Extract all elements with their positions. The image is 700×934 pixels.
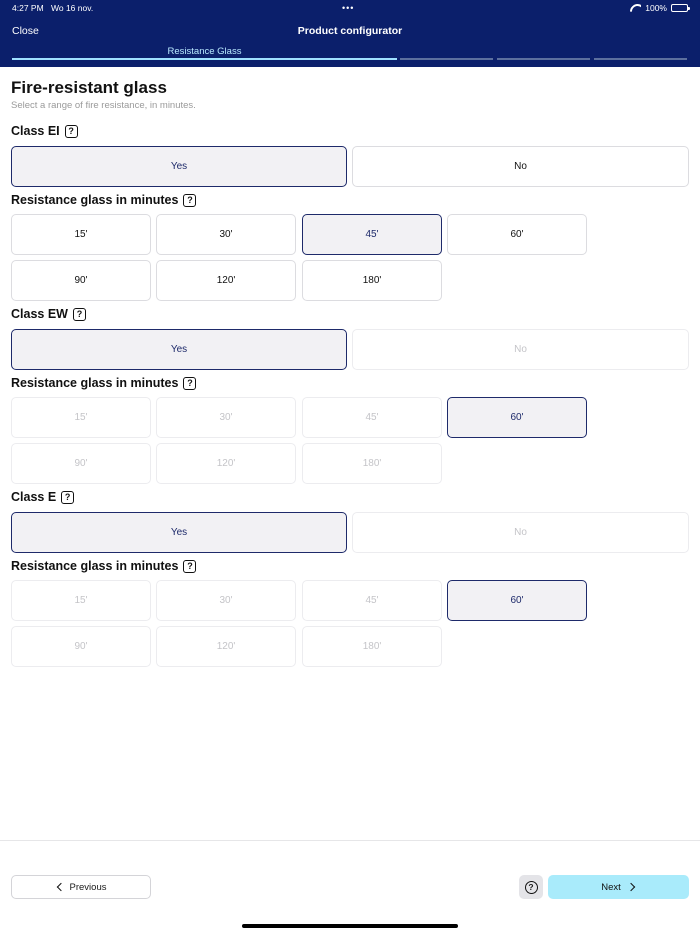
minutes-heading-label: Resistance glass in minutes [11, 559, 179, 573]
minutes-option[interactable]: 60' [447, 214, 587, 255]
status-bar [0, 3, 700, 15]
minutes-option: 30' [156, 580, 296, 621]
class-heading [11, 307, 86, 321]
help-icon[interactable]: ? [183, 560, 196, 573]
question-circle-icon: ? [525, 881, 538, 894]
minutes-option: 15' [11, 397, 151, 438]
option-yes[interactable]: Yes [11, 146, 347, 187]
help-icon[interactable]: ? [65, 125, 78, 138]
minutes-option: 45' [302, 580, 442, 621]
class-heading-label: Class EI [11, 124, 60, 138]
option-no: No [352, 512, 689, 553]
chevron-right-icon [627, 883, 635, 891]
option-no: No [352, 329, 689, 370]
minutes-option: 120' [156, 443, 296, 484]
help-icon[interactable]: ? [61, 491, 74, 504]
minutes-option[interactable]: 60' [447, 397, 587, 438]
minutes-option: 90' [11, 626, 151, 667]
page-header [11, 78, 689, 112]
minutes-option[interactable]: 90' [11, 260, 151, 301]
wifi-icon [630, 4, 641, 12]
minutes-option: 120' [156, 626, 296, 667]
minutes-option[interactable]: 30' [156, 214, 296, 255]
current-step-label: Resistance Glass [167, 46, 242, 57]
minutes-option: 90' [11, 443, 151, 484]
minutes-option: 180' [302, 443, 442, 484]
page-title: Fire-resistant glass [11, 78, 167, 97]
help-button[interactable] [519, 875, 543, 899]
minutes-option[interactable]: 180' [302, 260, 442, 301]
option-yes[interactable]: Yes [11, 329, 347, 370]
progress-step-4 [594, 58, 687, 60]
help-icon[interactable]: ? [183, 194, 196, 207]
battery-icon [671, 4, 688, 12]
option-no[interactable]: No [352, 146, 689, 187]
battery-percent: 100% [645, 3, 667, 13]
minutes-option: 30' [156, 397, 296, 438]
multitasking-dots[interactable]: ••• [342, 3, 355, 13]
minutes-option[interactable]: 60' [447, 580, 587, 621]
minutes-heading [11, 193, 196, 207]
page-subtitle: Select a range of fire resistance, in minutes. [11, 100, 196, 111]
minutes-heading [11, 559, 196, 573]
minutes-option: 45' [302, 397, 442, 438]
status-date: Wo 16 nov. [51, 3, 94, 13]
minutes-option[interactable]: 45' [302, 214, 442, 255]
progress-step-3 [497, 58, 590, 60]
minutes-option: 180' [302, 626, 442, 667]
minutes-option: 15' [11, 580, 151, 621]
page-title-bar: Product configurator [297, 25, 403, 37]
class-heading [11, 490, 74, 504]
footer-divider [0, 840, 700, 841]
minutes-heading [11, 376, 196, 390]
class-heading-label: Class E [11, 490, 57, 504]
previous-label: Previous [69, 881, 107, 893]
minutes-heading-label: Resistance glass in minutes [11, 376, 179, 390]
class-heading [11, 124, 78, 138]
help-icon[interactable]: ? [183, 377, 196, 390]
minutes-heading-label: Resistance glass in minutes [11, 193, 179, 207]
status-right [630, 3, 688, 13]
class-heading-label: Class EW [11, 307, 68, 321]
previous-button[interactable] [11, 875, 151, 899]
close-button[interactable]: Close [12, 25, 39, 37]
next-button[interactable] [548, 875, 689, 899]
progress-step-1 [12, 58, 397, 60]
home-indicator [242, 924, 458, 928]
navigation-bar [0, 0, 700, 67]
minutes-option[interactable]: 15' [11, 214, 151, 255]
chevron-left-icon [56, 883, 64, 891]
next-label: Next [601, 881, 621, 893]
minutes-option[interactable]: 120' [156, 260, 296, 301]
status-time: 4:27 PM [12, 3, 44, 13]
option-yes[interactable]: Yes [11, 512, 347, 553]
help-icon[interactable]: ? [73, 308, 86, 321]
progress-step-2 [400, 58, 493, 60]
